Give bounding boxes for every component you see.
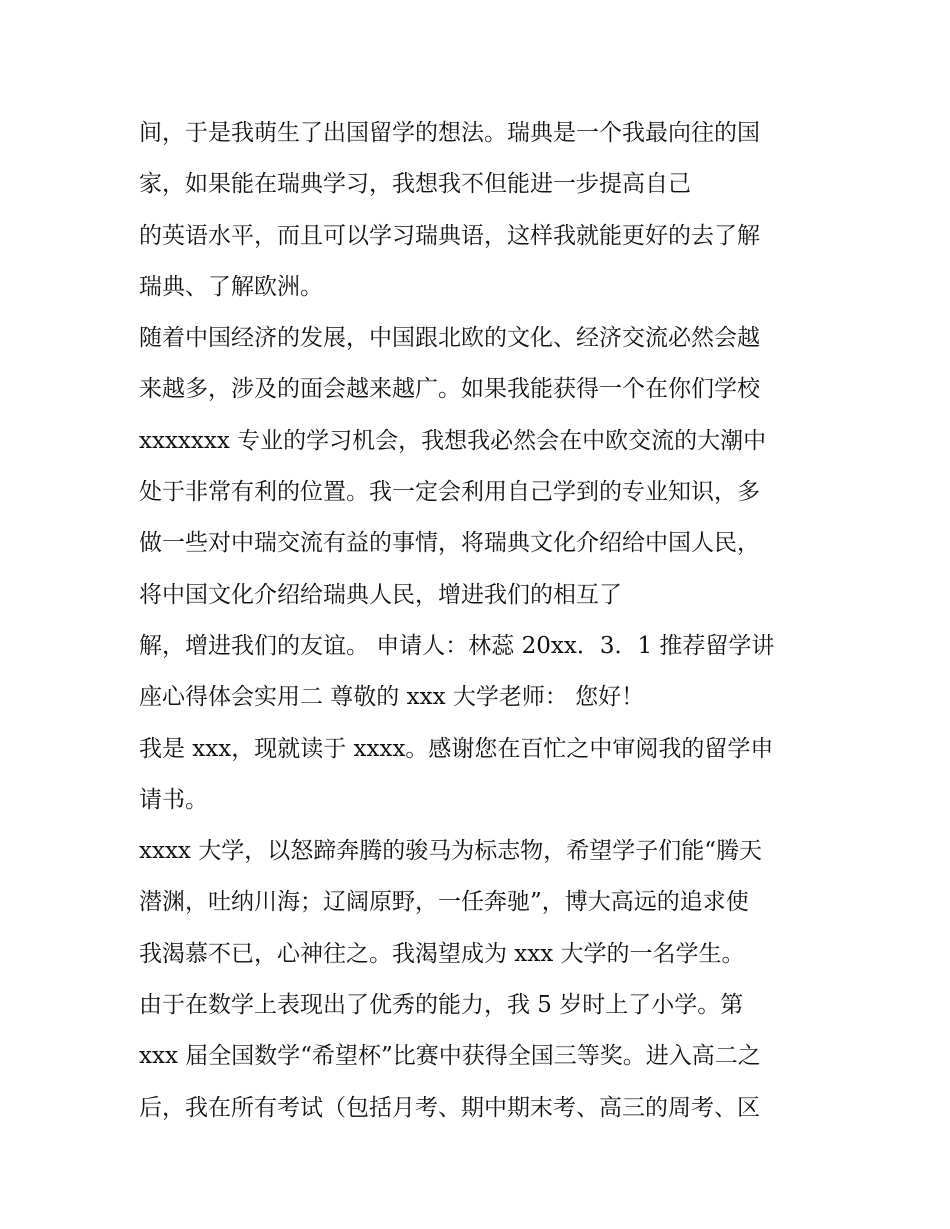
text-line: 由于在数学上表现出了优秀的能力，我 5 岁时上了小学。第 <box>139 992 744 1019</box>
text-line: 处于非常有利的位置。我一定会利用自己学到的专业知识，多 <box>139 479 760 506</box>
text-line: 做一些对中瑞交流有益的事情，将瑞典文化介绍给中国人民， <box>139 530 760 557</box>
text-line: 将中国文化介绍给瑞典人民，增进我们的相互了 <box>139 581 622 608</box>
text-line: 我是 xxx，现就读于 xxxx。感谢您在百忙之中审阅我的留学申 <box>139 735 774 762</box>
text-line: 后，我在所有考试（包括月考、期中期末考、高三的周考、区 <box>139 1094 760 1121</box>
text-line: 间，于是我萌生了出国留学的想法。瑞典是一个我最向往的国 <box>139 120 760 146</box>
text-line: 的英语水平，而且可以学习瑞典语，这样我就能更好的去了解 <box>139 222 760 249</box>
text-line: 请书。 <box>139 786 208 813</box>
text-line: 潜渊，吐纳川海；辽阔原野，一任奔驰”，博大高远的追求使 <box>139 889 749 916</box>
text-line: 解，增进我们的友谊。 申请人：林蕊 20xx．3．1 推荐留学讲 <box>139 632 775 659</box>
text-line: 座心得体会实用二 尊敬的 xxx 大学老师： 您好！ <box>139 684 645 711</box>
text-line: xxxxxxx 专业的学习机会，我想我必然会在中欧交流的大潮中 <box>139 427 767 454</box>
text-line: 我渴慕不已，心神往之。我渴望成为 xxx 大学的一名学生。 <box>139 940 745 967</box>
text-line: 家，如果能在瑞典学习，我想我不但能进一步提高自己 <box>139 171 691 198</box>
text-line: xxxx 大学，以怒蹄奔腾的骏马为标志物，希望学子们能“腾天 <box>139 838 762 865</box>
text-line: 来越多，涉及的面会越来越广。如果我能获得一个在你们学校 <box>139 376 760 403</box>
text-line: 瑞典、了解欧洲。 <box>139 273 323 300</box>
text-line: xxx 届全国数学“希望杯”比赛中获得全国三等奖。进入高二之 <box>139 1043 761 1070</box>
text-line: 随着中国经济的发展，中国跟北欧的文化、经济交流必然会越 <box>139 325 760 352</box>
document-body <box>139 108 819 1134</box>
